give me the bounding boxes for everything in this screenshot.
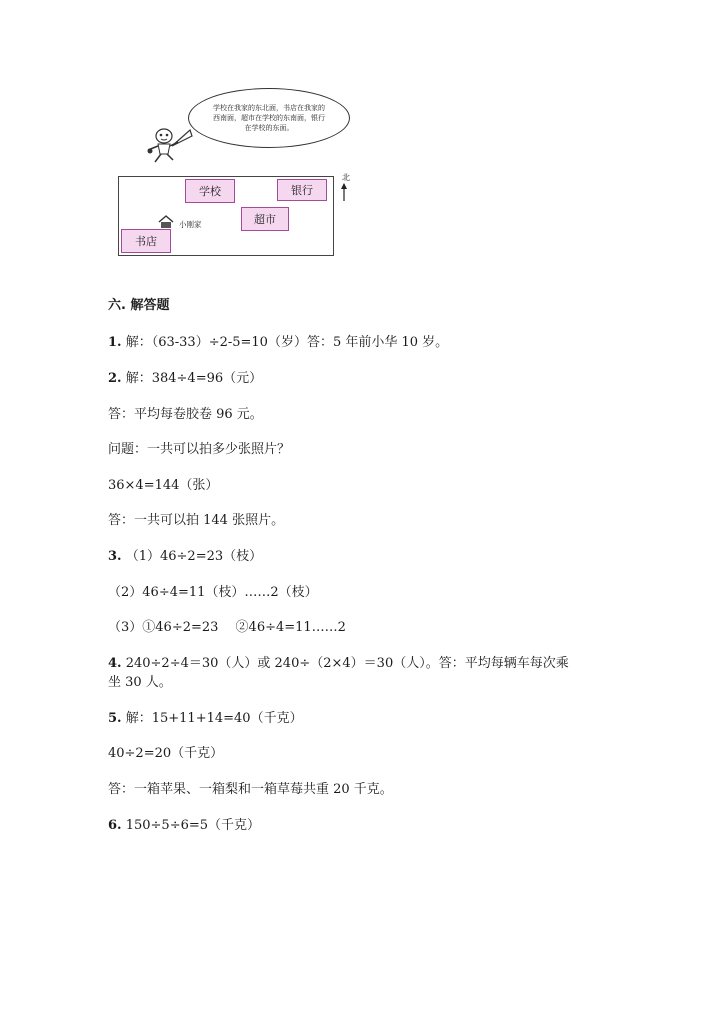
- answer-1: [108, 334, 618, 352]
- answer-5-line-2: 40÷2=20（千克）: [108, 746, 224, 761]
- map-box: [118, 176, 334, 256]
- cartoon-character-icon: [140, 122, 182, 164]
- answer-6-line-1: [108, 817, 618, 835]
- answer-2-line-2: 答：平均每卷胶卷 96 元。: [108, 407, 263, 422]
- answer-2-line-5: 答：一共可以拍 144 张照片。: [108, 513, 285, 528]
- answer-4-text-1: 240÷2÷4＝30（人）或 240÷（2×4）＝30（人）。答：平均每辆车每次乘: [125, 656, 569, 671]
- bookstore-box: 书店: [121, 229, 171, 253]
- answer-3-line-3: （3）①46÷2=23 ②46÷4=11……2: [108, 620, 346, 635]
- speech-bubble: [188, 88, 350, 148]
- answer-6-text-1: 150÷5÷6=5（千克）: [125, 818, 261, 833]
- answer-2-text-1: 解：384÷4=96（元）: [125, 371, 263, 386]
- answer-5-line-1: [108, 710, 618, 728]
- answer-5-number: 5.: [108, 711, 122, 726]
- answer-2-line-1: [108, 370, 618, 388]
- answer-4-line-1: [108, 655, 618, 673]
- north-label: 北: [342, 173, 350, 182]
- answer-1-text: 解：（63-33）÷2-5=10（岁）答：5 年前小华 10 岁。: [125, 335, 449, 350]
- house-icon: [157, 215, 175, 229]
- answer-4-number: 4.: [108, 656, 122, 671]
- answer-2-line-3: 问题：一共可以拍多少张照片？: [108, 442, 291, 457]
- bank-box: 银行: [277, 179, 327, 201]
- supermarket-box: 超市: [241, 207, 289, 231]
- answer-5-text-1: 解：15+11+14=40（千克）: [125, 711, 303, 726]
- answer-6-number: 6.: [108, 818, 122, 833]
- answer-3-text-1: （1）46÷2=23（枝）: [125, 549, 263, 564]
- answer-3-line-1: [108, 548, 618, 566]
- answer-2-number: 2.: [108, 371, 122, 386]
- home-label: 小刚家: [179, 220, 202, 229]
- answer-2-line-4: 36×4=144（张）: [108, 478, 219, 493]
- speech-bubble-text: 学校在我家的东北面，书店在我家的西南面，超市在学校的东南面，银行在学校的东面。: [213, 104, 325, 132]
- section-title: 六. 解答题: [108, 298, 170, 313]
- answer-3-line-2: （2）46÷4=11（枝）……2（枝）: [108, 585, 318, 600]
- north-arrow-icon: [340, 182, 348, 202]
- map-figure: [118, 88, 368, 258]
- answer-4-line-2: 坐 30 人。: [108, 675, 172, 690]
- answer-3-number: 3.: [108, 549, 122, 564]
- answer-5-line-3: 答：一箱苹果、一箱梨和一箱草莓共重 20 千克。: [108, 782, 393, 797]
- school-box: 学校: [185, 179, 235, 203]
- answer-1-number: 1.: [108, 335, 122, 350]
